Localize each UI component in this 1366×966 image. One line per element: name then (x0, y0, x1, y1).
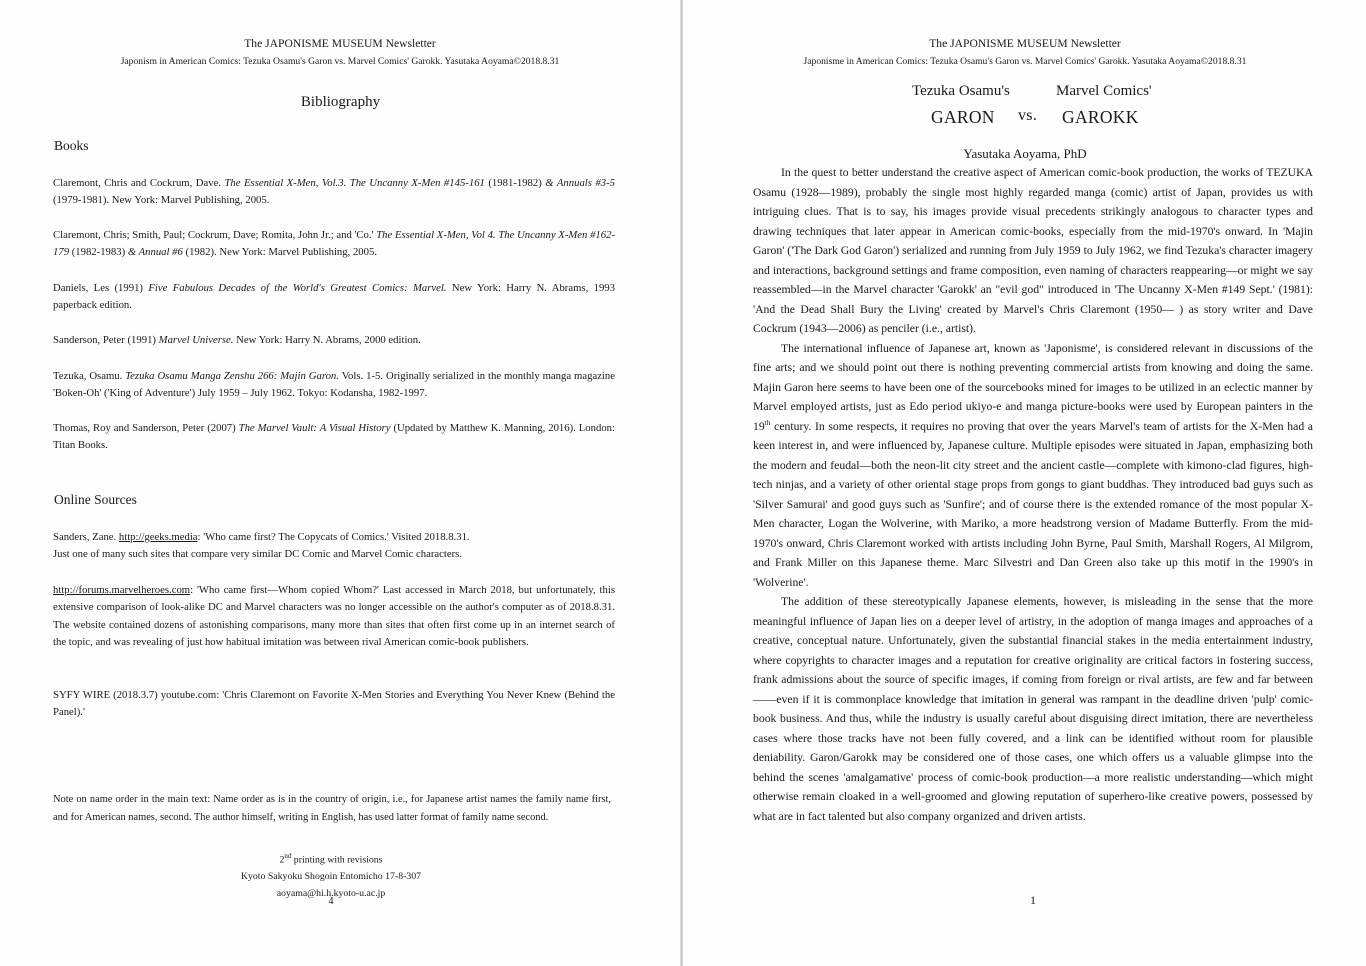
bib-entry-5: Tezuka, Osamu. Tezuka Osamu Manga Zenshu 266: Majin Garon. Vols. 1-5. Originally serialized in the monthly manga magazine 'Boken-Oh' ('King of Adventure') July 1959 – July 1962. Tokyo: Kodansha, 1982-1997. (53, 370, 615, 400)
bib-entry-4: Sanderson, Peter (1991) Marvel Universe. New York: Harry N. Abrams, 2000 edition. (53, 334, 421, 346)
newsletter-subtitle: Japonisme in American Comics: Tezuka Osamu's Garon vs. Marvel Comics' Garokk. Yasutaka Aoyama©2018.8.31 (803, 56, 1247, 67)
bib-entry-2: Claremont, Chris; Smith, Paul; Cockrum, Dave; Romita, John Jr.; and 'Co.' The Essential X-Men, Vol 4. The Uncanny X-Men #162-179 (1982-1983) & Annual #6 (1982). New York: Marvel Publishing, 2005. (53, 229, 616, 259)
left-page (0, 0, 681, 966)
online-entry-2: http://forums.marvelheroes.com: 'Who came first—Whom copied Whom?' Last accessed in March 2018, but unfortunately, this extensive comparison of look-alike DC and Marvel characters was no longer accessible on the author's computer as of 2018.8.31. The website contained dozens of astonishing comparisons, many more than sites that often first come up in an internet search of the topic, and was revealing of just how habitual imitation was between rival American comic-book publishers. (53, 584, 615, 649)
books-heading: Books (54, 138, 89, 153)
paragraph-1: In the quest to better understand the creative aspect of American comic-book production, the works of TEZUKA Osamu (1928—1989), probably the single most highly regarded manga (comic) artist of Japan, provides us with intriguing clues. That is to say, his images provide visual precedents strikingly analogous to character types and drawing techniques that later appear in American comic-books, especially from the mid-1970's onward. In 'Majin Garon' ('The Dark God Garon') serialized and running from July 1959 to July 1962, we find Tezuka's character imagery and interactions, background settings and frame composition, even naming of characters reappearing—or might we say reassembled—in the Marvel character 'Garokk' an "evil god" introduced in 'The Uncanny X-Men #149 Sept.' (1981): 'And the Dead Shall Bury the Living' created by Marvel's Chris Claremont (1950— ) as story writer and Dave Cockrum (1943—2006) as penciler (i.e., artist). (753, 166, 1313, 335)
title-garon: GARON (931, 107, 995, 127)
marvelheroes-link[interactable]: http://forums.marvelheroes.com (53, 584, 191, 596)
title-vs: vs. (1018, 107, 1038, 124)
printing-info: 2nd printing with revisions (279, 852, 383, 866)
online-entry-1: Sanders, Zane. http://geeks.media: 'Who came first? The Copycats of Comics.' Visited 2018.8.31. Just one of many such sites that compare very similar DC Comic and Marvel Comic characters. (53, 531, 470, 561)
bib-entry-6: Thomas, Roy and Sanderson, Peter (2007) The Marvel Vault: A Visual History (Updated by Matthew K. Manning, 2016). London: Titan Books. (53, 422, 615, 452)
bibliography-title: Bibliography (300, 94, 381, 110)
newsletter-title: The JAPONISME MUSEUM Newsletter (244, 37, 436, 50)
name-order-note: Note on name order in the main text: Name order as is in the country of origin, i.e., for Japanese artist names the family name first, and for American names, second. The author himself, writing in English, has used latter format of family name second. (53, 794, 611, 823)
article-body (753, 163, 1313, 826)
bib-entry-1: Claremont, Chris and Cockrum, Dave. The Essential X-Men, Vol.3. The Uncanny X-Men #145-161 (1981-1982) & Annuals #3-5 (1979-1981). New York: Marvel Publishing, 2005. (53, 177, 616, 207)
paragraph-3: The addition of these stereotypically Japanese elements, however, is misleading in the sense that the more meaningful influence of Japan lies on a deeper level of artistry, in the adoption of manga images and approaches of a creative, conceptual nature. Unfortunately, given the substantial financial stakes in the media entertainment industry, where copyrights to character images and a reputation for creative originality are critical factors in fostering success, frank admissions about the source of specific images, if coming from foreign or rival artists, are few and far between——even if it is commonplace knowledge that imitation in general was rampant in the deadline driven 'pulp' comic-book business. And thus, while the industry is usually careful about disguising direct imitation, there are nevertheless cases where those tracks have not been fully covered, and a link can be identified without room for plausible deniability. Garon/Garokk may be considered one of those cases, one which offers us a valuable glimpse into the behind the scenes 'amalgamative' process of comic-book production—a more realistic understanding—which might otherwise remain cloaked in a well-groomed and glowing reputation of superhero-like creative powers, possessed by what are in fact talented but also company organized and driven artists. (753, 595, 1313, 823)
email: aoyama@hi.h.kyoto-u.ac.jp (276, 888, 386, 900)
online-sources-heading: Online Sources (54, 492, 137, 507)
page-number-left: 4 (328, 896, 334, 907)
newsletter-title: The JAPONISME MUSEUM Newsletter (929, 37, 1121, 50)
author-line: Yasutaka Aoyama, PhD (963, 146, 1087, 161)
right-page (682, 0, 1366, 966)
right-header (683, 37, 1366, 68)
newsletter-subtitle: Japonism in American Comics: Tezuka Osamu's Garon vs. Marvel Comics' Garokk. Yasutaka Aoyama©2018.8.31 (120, 56, 560, 67)
address: Kyoto Sakyoku Shogoin Entomicho 17-8-307 (240, 871, 422, 883)
title-right-small: Marvel Comics' (1056, 83, 1152, 99)
bib-entry-3: Daniels, Les (1991) Five Fabulous Decades of the World's Greatest Comics: Marvel. New York: Harry N. Abrams, 1993 paperback edition. (53, 282, 615, 312)
online-entry-3: SYFY WIRE (2018.3.7) youtube.com: 'Chris Claremont on Favorite X-Men Stories and Everything You Never Knew (Behind the Panel).' (53, 689, 615, 719)
colophon (0, 848, 662, 902)
left-header (0, 37, 680, 68)
paragraph-2: The international influence of Japanese art, known as 'Japonisme', is considered relevant in discussions of the fine arts; and we should point out there is nothing preventing commercial artists from knowing and doing the same. Majin Garon here seems to have been one of the sourcebooks mined for images to be utilized in an eclectic manner by Marvel employed artists, just as Edo period ukiyo-e and manga picture-books were used by European painters in the 19th century. In some respects, it requires no proving that over the years Marvel's team of artists for the X-Men had a keen interest in, and were influenced by, Japanese culture. Multiple episodes were situated in Japan, emphasizing both the modern and feudal—both the neon-lit city street and the ancient castle—complete with kimono-clad figures, high-tech ninjas, and a variety of other oriental stage props from gongs to giant buddhas. They introduced bad guys such as 'Silver Samurai' and good guys such as 'Sunfire'; and of course there is the extended romance of the most popular X-Men character, Logan the Wolverine, with Mariko, a more headstrong version of Madame Butterfly. From the mid-1970's onward, Chris Claremont worked with artists including John Byrne, Paul Smith, Marshall Rogers, Al Milgrom, and Frank Miller on this Japanese theme. Marc Silvestri and Dan Green also take up this motif in the 1990's in 'Wolverine'. (753, 341, 1313, 589)
title-garokk: GAROKK (1062, 107, 1139, 127)
page-number-right: 1 (1030, 893, 1036, 907)
title-left-small: Tezuka Osamu's (912, 83, 1010, 99)
geeks-media-link[interactable]: http://geeks.media (118, 531, 198, 543)
